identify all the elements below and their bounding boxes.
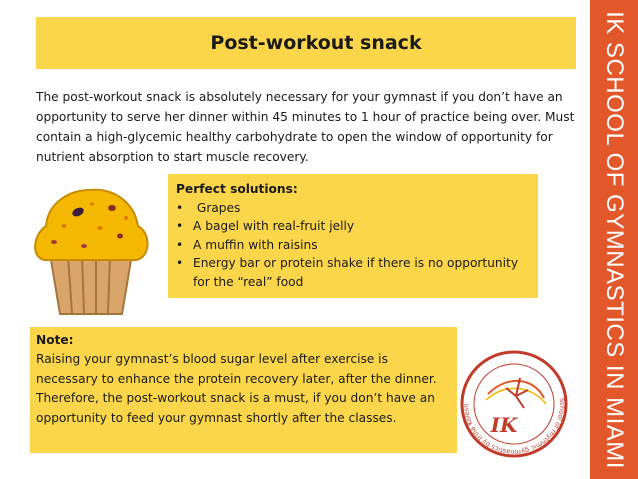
title-bar [36, 17, 576, 69]
note-box [30, 327, 457, 453]
logo-initials: IK [490, 413, 518, 437]
solutions-box [168, 174, 538, 298]
bullet-icon: • [176, 256, 184, 270]
bullet-icon: • [176, 200, 184, 215]
bullet-icon: • [176, 219, 184, 233]
school-logo [458, 348, 570, 460]
muffin-top [35, 190, 147, 260]
list-item: • A bagel with real-fruit jelly [176, 217, 528, 236]
intro-paragraph: The post-workout snack is absolutely necessary for your gymnast if you don’t have an opportunity to serve her dinner within 45 minutes to 1 hour of practice being over. Must contain a high-glycemic healthy carbohydrate to open the window of opportunity for nutrient absorption to start muscle recovery. [36, 90, 575, 164]
logo-ring-text: School of rhythmic gymnastics by Irina Kolesn [461, 397, 567, 457]
list-item: • A muffin with raisins [176, 236, 528, 255]
note-text: Raising your gymnast’s blood sugar level after exercise is necessary to enhance the protein recovery later, after the dinner. Therefore, the post-workout snack is a must, if you don’t have an opportunity to feed your gymnast shortly after the classes. [36, 352, 437, 425]
list-item: • Energy bar or protein shake if there is no opportunity for the “real” food [176, 256, 519, 289]
side-banner-text: IK SCHOOL OF GYMNASTICS IN MIAMI [601, 11, 628, 469]
muffin-illustration [16, 168, 166, 318]
page-title: Post-workout snack [210, 32, 422, 54]
bullet-icon: • [176, 237, 184, 252]
list-item: • Grapes [176, 199, 528, 218]
solutions-heading: Perfect solutions: [176, 182, 298, 196]
note-heading: Note: [36, 333, 74, 347]
muffin-wrapper [50, 254, 132, 314]
side-banner [590, 0, 638, 479]
solutions-list [176, 199, 528, 292]
